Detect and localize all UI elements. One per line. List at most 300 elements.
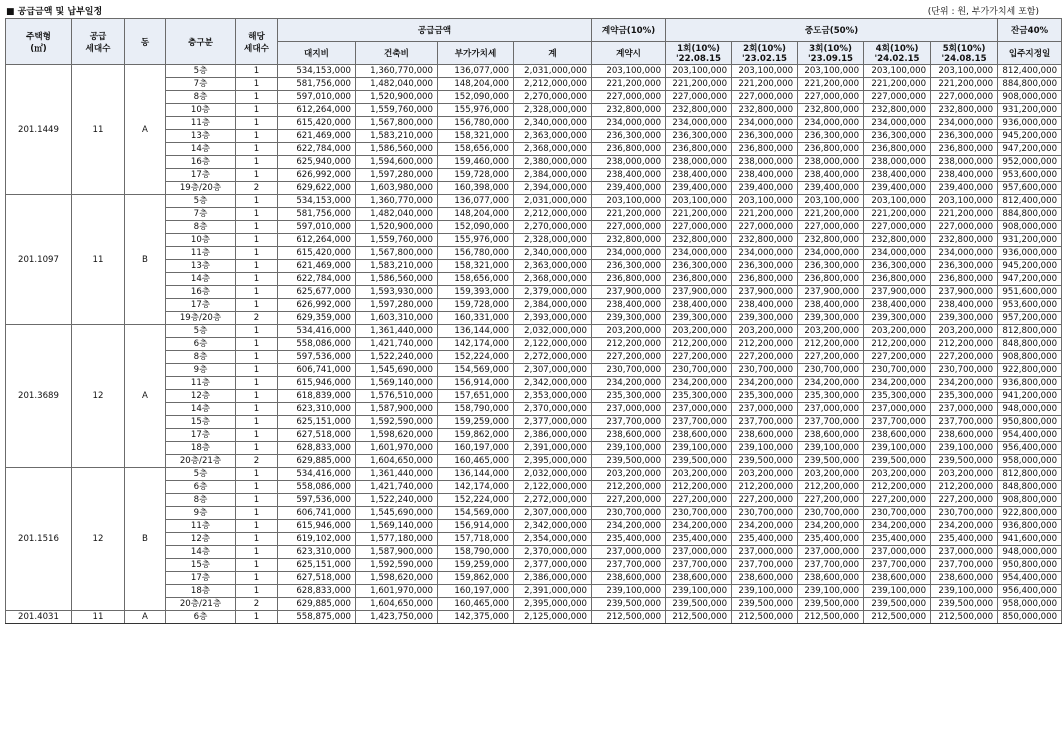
deposit-cell: 212,200,000 [592,338,666,351]
m3-cell: 230,700,000 [798,364,864,377]
total-cell: 2,384,000,000 [514,169,592,182]
vat-cell: 142,174,000 [438,481,514,494]
vat-cell: 157,651,000 [438,390,514,403]
table-caption [0,0,1047,18]
vat-cell: 159,259,000 [438,416,514,429]
deposit-cell: 239,300,000 [592,312,666,325]
vat-cell: 159,862,000 [438,429,514,442]
balance-cell: 953,600,000 [998,169,1062,182]
floor-cell: 18층 [166,442,236,455]
building-cell: 1,569,140,000 [356,377,438,390]
header-total: 계 [514,42,592,65]
floor-cell: 11층 [166,117,236,130]
deposit-cell: 221,200,000 [592,78,666,91]
m3-cell: 235,400,000 [798,533,864,546]
vat-cell: 158,321,000 [438,260,514,273]
m5-cell: 234,200,000 [931,377,998,390]
building-cell: 1,421,740,000 [356,481,438,494]
deposit-cell: 234,000,000 [592,247,666,260]
m2-cell: 236,300,000 [732,130,798,143]
land-cell: 534,153,000 [278,195,356,208]
m5-cell: 236,800,000 [931,143,998,156]
m1-cell: 236,300,000 [666,130,732,143]
total-cell: 2,370,000,000 [514,403,592,416]
table-row [6,65,1062,78]
m5-cell: 239,500,000 [931,598,998,611]
units-cell: 1 [236,65,278,78]
land-cell: 597,010,000 [278,91,356,104]
deposit-cell: 238,600,000 [592,572,666,585]
building-cell: 1,482,040,000 [356,78,438,91]
units-cell: 2 [236,598,278,611]
header-vat: 부가가치세 [438,42,514,65]
units-cell: 1 [236,208,278,221]
total-cell: 2,363,000,000 [514,130,592,143]
floor-cell: 16층 [166,286,236,299]
building-cell: 1,598,620,000 [356,429,438,442]
floor-cell: 8층 [166,494,236,507]
m1-cell: 235,300,000 [666,390,732,403]
m2-cell: 230,700,000 [732,364,798,377]
total-cell: 2,394,000,000 [514,182,592,195]
m2-cell: 239,500,000 [732,598,798,611]
deposit-cell: 237,700,000 [592,416,666,429]
building-cell: 1,545,690,000 [356,364,438,377]
building-cell: 1,576,510,000 [356,390,438,403]
units-cell: 1 [236,520,278,533]
m4-cell: 238,600,000 [864,429,931,442]
m2-cell: 212,200,000 [732,481,798,494]
header-m1-label: 1회(10%) [677,44,720,54]
m3-cell: 239,100,000 [798,585,864,598]
header-building: 건축비 [356,42,438,65]
type-cell: 201.4031 [6,611,72,624]
m2-cell: 230,700,000 [732,507,798,520]
m5-cell: 238,000,000 [931,156,998,169]
m1-cell: 235,400,000 [666,533,732,546]
units-cell: 1 [236,403,278,416]
land-cell: 627,518,000 [278,572,356,585]
units-cell: 1 [236,546,278,559]
deposit-cell: 234,200,000 [592,520,666,533]
balance-cell: 956,400,000 [998,585,1062,598]
building-cell: 1,586,560,000 [356,273,438,286]
m2-cell: 237,000,000 [732,403,798,416]
floor-cell: 9층 [166,507,236,520]
m3-cell: 238,000,000 [798,156,864,169]
m3-cell: 234,000,000 [798,247,864,260]
floor-cell: 17층 [166,429,236,442]
m2-cell: 237,700,000 [732,559,798,572]
vat-cell: 158,790,000 [438,403,514,416]
m2-cell: 234,000,000 [732,247,798,260]
m3-cell: 237,700,000 [798,559,864,572]
table-row [6,468,1062,481]
table-row [6,195,1062,208]
m3-cell: 203,200,000 [798,468,864,481]
balance-cell: 936,800,000 [998,520,1062,533]
m3-cell: 227,000,000 [798,91,864,104]
total-cell: 2,377,000,000 [514,559,592,572]
floor-cell: 8층 [166,221,236,234]
m4-cell: 212,200,000 [864,338,931,351]
m1-cell: 238,600,000 [666,572,732,585]
vat-cell: 152,090,000 [438,91,514,104]
m4-cell: 239,400,000 [864,182,931,195]
m5-cell: 239,400,000 [931,182,998,195]
m1-cell: 239,500,000 [666,455,732,468]
building-cell: 1,361,440,000 [356,468,438,481]
m1-cell: 212,500,000 [666,611,732,624]
m5-cell: 230,700,000 [931,364,998,377]
building-cell: 1,567,800,000 [356,117,438,130]
m5-cell: 203,200,000 [931,325,998,338]
floor-cell: 14층 [166,143,236,156]
building-cell: 1,421,740,000 [356,338,438,351]
floor-cell: 10층 [166,104,236,117]
floor-cell: 19층/20층 [166,312,236,325]
vat-cell: 158,790,000 [438,546,514,559]
m4-cell: 221,200,000 [864,78,931,91]
m3-cell: 227,200,000 [798,351,864,364]
total-cell: 2,377,000,000 [514,416,592,429]
total-cell: 2,032,000,000 [514,468,592,481]
units-cell: 1 [236,104,278,117]
m5-cell: 239,100,000 [931,442,998,455]
balance-cell: 908,000,000 [998,221,1062,234]
m1-cell: 212,200,000 [666,338,732,351]
m5-cell: 203,100,000 [931,195,998,208]
land-cell: 629,359,000 [278,312,356,325]
m3-cell: 237,000,000 [798,403,864,416]
m2-cell: 238,000,000 [732,156,798,169]
units-cell: 1 [236,351,278,364]
units-cell: 1 [236,572,278,585]
type-cell: 201.1516 [6,468,72,611]
total-cell: 2,270,000,000 [514,91,592,104]
total-cell: 2,272,000,000 [514,351,592,364]
total-cell: 2,031,000,000 [514,65,592,78]
m2-cell: 234,200,000 [732,377,798,390]
units-cell: 1 [236,390,278,403]
m5-cell: 203,100,000 [931,65,998,78]
m1-cell: 203,100,000 [666,195,732,208]
total-cell: 2,363,000,000 [514,260,592,273]
table-row [6,611,1062,624]
floor-cell: 8층 [166,91,236,104]
vat-cell: 152,090,000 [438,221,514,234]
header-m3-label: 3회(10%) [809,44,852,54]
floor-cell: 11층 [166,247,236,260]
m4-cell: 234,000,000 [864,247,931,260]
m5-cell: 212,200,000 [931,481,998,494]
units-cell: 1 [236,559,278,572]
m4-cell: 203,100,000 [864,195,931,208]
vat-cell: 158,656,000 [438,143,514,156]
m5-cell: 238,600,000 [931,429,998,442]
floor-cell: 7층 [166,78,236,91]
units-cell: 1 [236,286,278,299]
balance-cell: 931,200,000 [998,104,1062,117]
m1-cell: 238,000,000 [666,156,732,169]
m1-cell: 232,800,000 [666,234,732,247]
building-cell: 1,482,040,000 [356,208,438,221]
vat-cell: 160,398,000 [438,182,514,195]
deposit-cell: 234,000,000 [592,117,666,130]
m2-cell: 212,200,000 [732,338,798,351]
m3-cell: 212,200,000 [798,481,864,494]
deposit-cell: 237,900,000 [592,286,666,299]
deposit-cell: 227,200,000 [592,351,666,364]
building-cell: 1,559,760,000 [356,234,438,247]
building-cell: 1,594,600,000 [356,156,438,169]
total-cell: 2,342,000,000 [514,377,592,390]
m4-cell: 227,000,000 [864,91,931,104]
m2-cell: 238,600,000 [732,429,798,442]
vat-cell: 160,197,000 [438,442,514,455]
vat-cell: 136,077,000 [438,65,514,78]
total-cell: 2,395,000,000 [514,455,592,468]
m4-cell: 238,400,000 [864,299,931,312]
floor-cell: 19층/20층 [166,182,236,195]
floor-cell: 5층 [166,468,236,481]
m3-cell: 232,800,000 [798,104,864,117]
m4-cell: 221,200,000 [864,208,931,221]
building-cell: 1,604,650,000 [356,598,438,611]
deposit-cell: 232,800,000 [592,104,666,117]
m4-cell: 237,700,000 [864,416,931,429]
m1-cell: 234,000,000 [666,117,732,130]
m5-cell: 236,300,000 [931,130,998,143]
land-cell: 629,885,000 [278,455,356,468]
m5-cell: 237,700,000 [931,416,998,429]
header-m1 [666,42,732,65]
m1-cell: 238,400,000 [666,299,732,312]
building-cell: 1,597,280,000 [356,169,438,182]
m3-cell: 237,000,000 [798,546,864,559]
m4-cell: 227,200,000 [864,494,931,507]
m5-cell: 227,200,000 [931,494,998,507]
m4-cell: 237,700,000 [864,559,931,572]
m2-cell: 212,500,000 [732,611,798,624]
m2-cell: 236,800,000 [732,273,798,286]
deposit-cell: 239,100,000 [592,442,666,455]
m2-cell: 237,000,000 [732,546,798,559]
floor-cell: 13층 [166,260,236,273]
m5-cell: 236,800,000 [931,273,998,286]
building-cell: 1,545,690,000 [356,507,438,520]
m5-cell: 227,200,000 [931,351,998,364]
units-cell: 1 [236,299,278,312]
floor-cell: 16층 [166,156,236,169]
m4-cell: 239,300,000 [864,312,931,325]
m5-cell: 239,300,000 [931,312,998,325]
deposit-cell: 238,400,000 [592,299,666,312]
m2-cell: 203,200,000 [732,468,798,481]
floor-cell: 13층 [166,130,236,143]
floor-cell: 11층 [166,377,236,390]
vat-cell: 142,174,000 [438,338,514,351]
total-cell: 2,386,000,000 [514,429,592,442]
vat-cell: 158,321,000 [438,130,514,143]
m3-cell: 221,200,000 [798,78,864,91]
m2-cell: 239,100,000 [732,585,798,598]
balance-cell: 953,600,000 [998,299,1062,312]
building-cell: 1,522,240,000 [356,351,438,364]
m2-cell: 239,500,000 [732,455,798,468]
building-cell: 1,604,650,000 [356,455,438,468]
land-cell: 612,264,000 [278,234,356,247]
balance-cell: 954,400,000 [998,429,1062,442]
vat-cell: 159,728,000 [438,299,514,312]
land-cell: 534,416,000 [278,468,356,481]
m3-cell: 239,100,000 [798,442,864,455]
building-cell: 1,593,930,000 [356,286,438,299]
m3-cell: 227,200,000 [798,494,864,507]
table-header [6,19,1062,65]
balance-cell: 947,200,000 [998,143,1062,156]
m2-cell: 203,100,000 [732,195,798,208]
header-m2-date: '23.02.15 [742,54,788,64]
m2-cell: 203,200,000 [732,325,798,338]
total-cell: 2,384,000,000 [514,299,592,312]
m1-cell: 237,700,000 [666,559,732,572]
land-cell: 625,677,000 [278,286,356,299]
supply-units-cell: 11 [72,195,125,325]
units-cell: 1 [236,338,278,351]
m1-cell: 237,900,000 [666,286,732,299]
m5-cell: 227,000,000 [931,221,998,234]
m1-cell: 234,200,000 [666,377,732,390]
supply-units-cell: 12 [72,468,125,611]
units-cell: 2 [236,455,278,468]
deposit-cell: 203,100,000 [592,195,666,208]
m4-cell: 212,500,000 [864,611,931,624]
header-type: 주택형 (㎡) [6,19,72,65]
building-cell: 1,603,310,000 [356,312,438,325]
total-cell: 2,342,000,000 [514,520,592,533]
header-deposit-when: 계약시 [592,42,666,65]
m4-cell: 212,200,000 [864,481,931,494]
building-cell: 1,361,440,000 [356,325,438,338]
header-m2-label: 2회(10%) [743,44,786,54]
floor-cell: 9층 [166,364,236,377]
m1-cell: 203,100,000 [666,65,732,78]
units-cell: 1 [236,260,278,273]
m3-cell: 236,800,000 [798,273,864,286]
m5-cell: 232,800,000 [931,104,998,117]
total-cell: 2,391,000,000 [514,585,592,598]
header-supply-price: 공급금액 [278,19,592,42]
vat-cell: 160,331,000 [438,312,514,325]
balance-cell: 958,000,000 [998,455,1062,468]
dong-cell: A [125,611,166,624]
m5-cell: 237,000,000 [931,546,998,559]
floor-cell: 20층/21층 [166,598,236,611]
m1-cell: 239,400,000 [666,182,732,195]
m3-cell: 239,500,000 [798,598,864,611]
floor-cell: 5층 [166,325,236,338]
total-cell: 2,379,000,000 [514,286,592,299]
deposit-cell: 236,800,000 [592,143,666,156]
floor-cell: 14층 [166,403,236,416]
units-cell: 1 [236,481,278,494]
total-cell: 2,380,000,000 [514,156,592,169]
m3-cell: 203,200,000 [798,325,864,338]
balance-cell: 958,000,000 [998,598,1062,611]
header-middle: 중도금(50%) [666,19,998,42]
total-cell: 2,328,000,000 [514,234,592,247]
floor-cell: 6층 [166,481,236,494]
m4-cell: 235,300,000 [864,390,931,403]
land-cell: 615,420,000 [278,117,356,130]
total-cell: 2,272,000,000 [514,494,592,507]
total-cell: 2,328,000,000 [514,104,592,117]
units-cell: 1 [236,416,278,429]
m4-cell: 236,300,000 [864,130,931,143]
building-cell: 1,592,590,000 [356,416,438,429]
m5-cell: 203,200,000 [931,468,998,481]
units-cell: 2 [236,182,278,195]
header-m5-label: 5회(10%) [942,44,986,54]
supply-price-table [5,18,1062,624]
header-m1-date: '22.08.15 [676,54,722,64]
land-cell: 534,153,000 [278,65,356,78]
section-title: ■ 공급금액 및 납부일정 [6,7,103,17]
m3-cell: 230,700,000 [798,507,864,520]
header-applicable-units: 해당 세대수 [236,19,278,65]
m5-cell: 237,000,000 [931,403,998,416]
m1-cell: 227,000,000 [666,221,732,234]
m5-cell: 236,300,000 [931,260,998,273]
total-cell: 2,391,000,000 [514,442,592,455]
m3-cell: 234,200,000 [798,377,864,390]
m2-cell: 236,800,000 [732,143,798,156]
floor-cell: 17층 [166,572,236,585]
m2-cell: 239,100,000 [732,442,798,455]
vat-cell: 159,728,000 [438,169,514,182]
deposit-cell: 236,800,000 [592,273,666,286]
total-cell: 2,122,000,000 [514,481,592,494]
m2-cell: 232,800,000 [732,104,798,117]
land-cell: 618,839,000 [278,390,356,403]
vat-cell: 148,204,000 [438,208,514,221]
land-cell: 615,946,000 [278,377,356,390]
total-cell: 2,340,000,000 [514,117,592,130]
deposit-cell: 227,200,000 [592,494,666,507]
land-cell: 626,992,000 [278,169,356,182]
units-cell: 1 [236,143,278,156]
m1-cell: 203,200,000 [666,468,732,481]
balance-cell: 848,800,000 [998,481,1062,494]
vat-cell: 156,914,000 [438,520,514,533]
building-cell: 1,597,280,000 [356,299,438,312]
table-row [6,325,1062,338]
floor-cell: 14층 [166,546,236,559]
vat-cell: 159,393,000 [438,286,514,299]
m5-cell: 234,000,000 [931,247,998,260]
vat-cell: 155,976,000 [438,234,514,247]
land-cell: 606,741,000 [278,364,356,377]
balance-cell: 945,200,000 [998,260,1062,273]
building-cell: 1,577,180,000 [356,533,438,546]
floor-cell: 10층 [166,234,236,247]
total-cell: 2,368,000,000 [514,273,592,286]
total-cell: 2,212,000,000 [514,208,592,221]
balance-cell: 936,000,000 [998,247,1062,260]
m1-cell: 236,800,000 [666,273,732,286]
land-cell: 629,622,000 [278,182,356,195]
